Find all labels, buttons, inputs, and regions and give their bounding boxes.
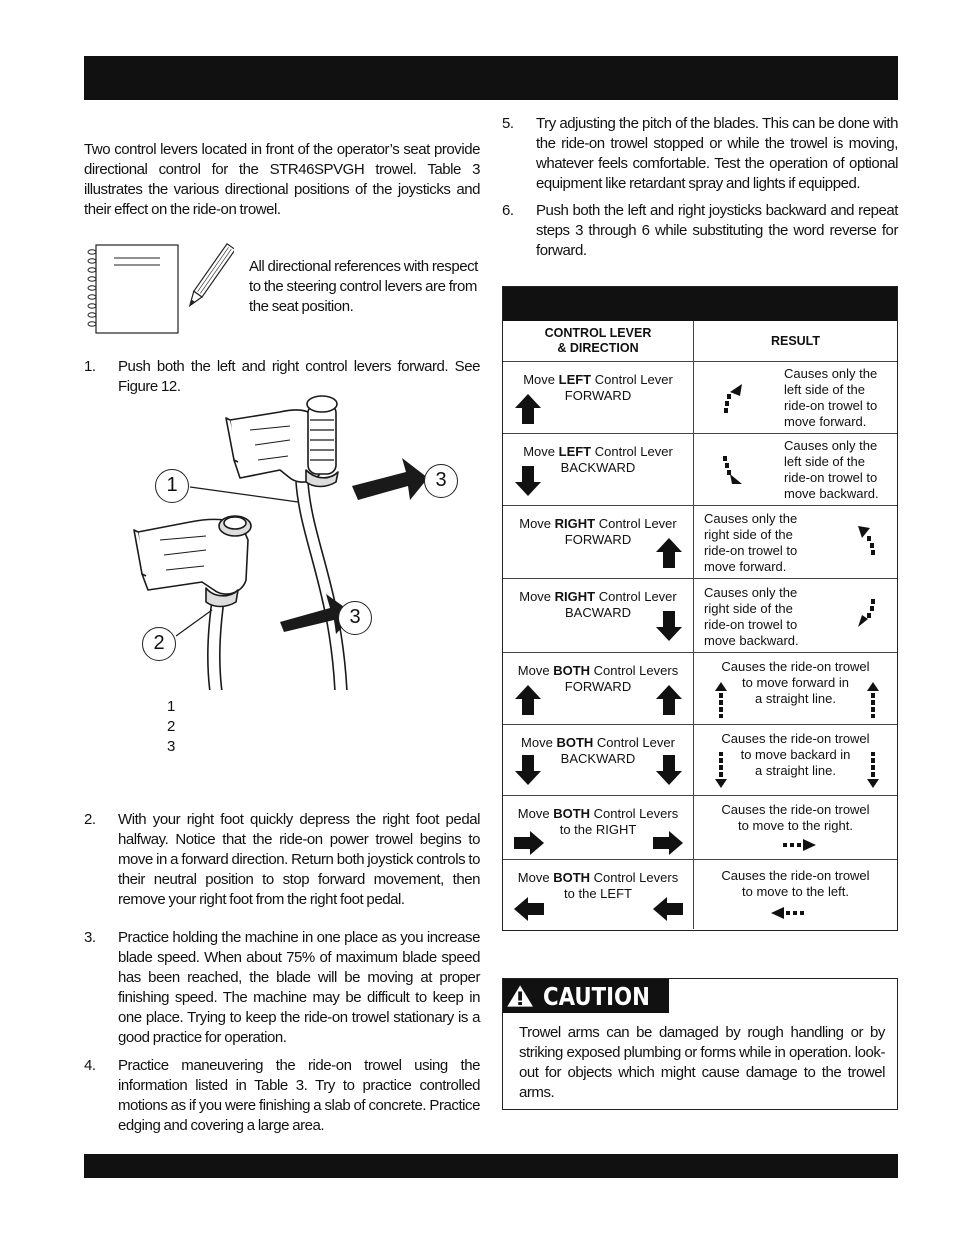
joystick-illustration: [130, 390, 470, 695]
lever-cell: Move BOTH Control Levers to the RIGHT: [503, 796, 694, 859]
table-row: [503, 653, 897, 725]
dotted-arrow-right-icon: [780, 838, 820, 852]
callout-2: 2: [142, 627, 176, 661]
caution-label: [503, 979, 669, 1013]
callout-3-upper: 3: [424, 464, 458, 498]
warning-triangle-icon: [505, 979, 535, 1013]
lever-cell: Move BOTH Control Levers FORWARD: [503, 653, 694, 724]
figure-legend: [167, 697, 175, 757]
header-line: CONTROL LEVER: [544, 326, 652, 340]
dotted-arrow-left-icon: [770, 906, 810, 920]
legend-item: 1: [167, 698, 176, 715]
result-cell: Causes only the right side of the ride-on trowel to move backward.: [694, 579, 897, 652]
table-row: [503, 506, 897, 579]
result-cell: Causes only the left side of the ride-on trowel to move backward.: [694, 434, 897, 505]
step-number: 1.: [84, 358, 96, 375]
control-lever-table: [502, 286, 898, 931]
lever-cell: Move RIGHT Control Lever FORWARD: [503, 506, 694, 578]
caution-text: Trowel arms can be damaged by rough handling or by striking exposed plumbing or forms while in operation. look-out for objects which might cause damage to the trowel arms.: [519, 1024, 885, 1101]
step-text: Practice holding the machine in one place as you increase blade speed. When about 75% of maximum blade speed has been reached, the blade will be moving at proper finishing speed. The machine may be difficult to keep in one place. Trying to keep the ride-on trowel stationary is a good practice for operation.: [118, 929, 480, 1046]
table-header-row: [503, 321, 897, 362]
step-4: [84, 1056, 480, 1136]
result-cell: Causes the ride-on trowel to move forward in a straight line.: [694, 653, 897, 724]
result-cell: Causes the ride-on trowel to move to the left.: [694, 860, 897, 929]
arrow-left-icon: [651, 896, 685, 922]
lever-cell: Move BOTH Control Levers to the LEFT: [503, 860, 694, 929]
lever-cell: Move BOTH Control Lever BACKWARD: [503, 725, 694, 795]
dotted-arrow-forward-right-icon: [854, 522, 884, 558]
caution-box: [502, 978, 898, 1110]
step-number: 2.: [84, 811, 96, 828]
table-row: [503, 362, 897, 434]
table-row: [503, 796, 897, 860]
lever-cell: Move LEFT Control Lever BACKWARD: [503, 434, 694, 505]
step-5: [502, 114, 898, 194]
step-text: Push both the left and right joysticks backward and repeat steps 3 through 6 while substituting the word reverse for forward.: [536, 202, 898, 259]
intro-paragraph: Two control levers located in front of the operator’s seat provide directional control for the STR46SPVGH trowel. Table 3 illustrates the various directional positions of the joysticks and their effect on the ride-on trowel.: [84, 141, 480, 218]
legend-item: 3: [167, 738, 176, 755]
dotted-arrow-backward-left-icon: [718, 454, 748, 488]
callout-3-lower: 3: [338, 601, 372, 635]
callout-1: 1: [155, 469, 189, 503]
arrow-left-icon: [512, 896, 546, 922]
table-row: [503, 725, 897, 796]
caution-word: CAUTION: [543, 981, 651, 1011]
note-text: All directional references with respect to the steering control levers are from the seat position.: [249, 258, 478, 315]
arrow-down-icon: [514, 753, 542, 787]
step-6: [502, 201, 898, 261]
result-cell: Causes the ride-on trowel to move to the right.: [694, 796, 897, 859]
arrow-right-icon: [512, 830, 546, 856]
step-number: 4.: [84, 1057, 96, 1074]
legend-item: 2: [167, 718, 176, 735]
arrow-up-icon: [655, 536, 683, 570]
dotted-arrow-backward-right-icon: [854, 597, 884, 633]
step-number: 6.: [502, 202, 514, 219]
arrow-down-icon: [655, 753, 683, 787]
header-line: & DIRECTION: [557, 341, 639, 355]
step-text: Try adjusting the pitch of the blades. This can be done with the ride-on trowel stopped or while the trowel is moving, whatever feels comfortable. Test the operation of optional equipment like retardant spray and lights if equipped.: [536, 115, 898, 192]
header-result: RESULT: [770, 333, 821, 348]
arrow-up-icon: [514, 392, 542, 426]
step-text: With your right foot quickly depress the right foot pedal halfway. Notice that the ride-on power trowel begins to move in a forward direction. Return both joystick controls to their neutral position to stop forward movement, then remove your right foot from the right foot pedal.: [118, 811, 480, 908]
result-cell: Causes the ride-on trowel to move backard in a straight line.: [694, 725, 897, 795]
arrow-right-icon: [651, 830, 685, 856]
step-2: [84, 810, 480, 910]
lever-cell: Move LEFT Control Lever FORWARD: [503, 362, 694, 433]
table-row: [503, 434, 897, 506]
step-3: [84, 928, 480, 1048]
result-cell: Causes only the right side of the ride-on trowel to move forward.: [694, 506, 897, 578]
lever-cell: Move RIGHT Control Lever BACWARD: [503, 579, 694, 652]
step-text: Practice maneuvering the ride-on trowel using the information listed in Table 3. Try to practice controlled motions as if you were finishing a slab of concrete. Practice edging and covering a large area.: [118, 1057, 480, 1134]
step-number: 3.: [84, 929, 96, 946]
footer-bar: [84, 1154, 898, 1178]
table-row: [503, 860, 897, 929]
step-number: 5.: [502, 115, 514, 132]
result-cell: Causes only the left side of the ride-on trowel to move forward.: [694, 362, 897, 433]
table-row: [503, 579, 897, 653]
table-title-bar: [503, 287, 897, 321]
arrow-down-icon: [514, 464, 542, 498]
arrow-down-icon: [655, 609, 683, 643]
notebook-pencil-icon: [84, 240, 234, 341]
header-control-lever: [503, 321, 694, 361]
arrow-up-icon: [514, 683, 542, 717]
step-text: Push both the left and right control levers forward. See Figure 12.: [118, 358, 480, 395]
dotted-arrow-forward-left-icon: [718, 382, 748, 416]
arrow-up-icon: [655, 683, 683, 717]
header-bar: [84, 56, 898, 100]
